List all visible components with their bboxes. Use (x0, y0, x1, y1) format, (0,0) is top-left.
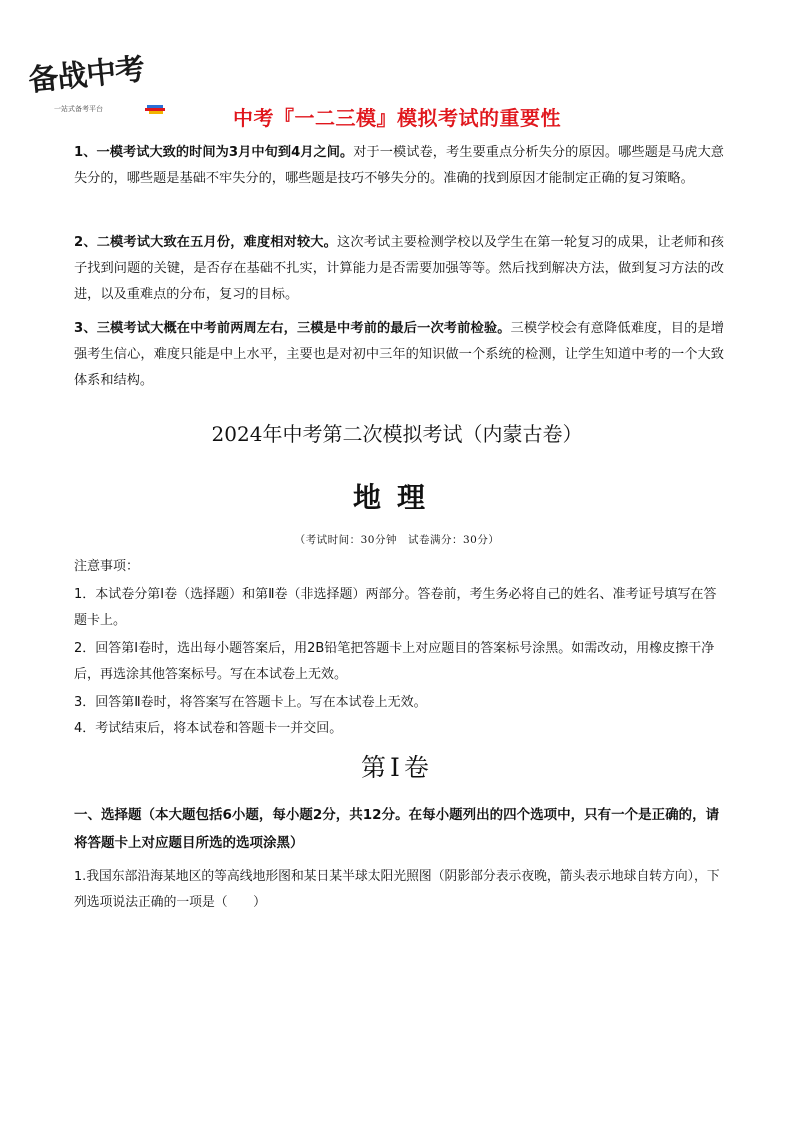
exam-subject: 地理 (352, 481, 441, 514)
exam-info: （考试时间：30分钟 试卷满分：30分） (294, 534, 500, 546)
note-item-4: 4．考试结束后，将本试卷和答题卡一并交回。 (74, 721, 343, 736)
page-title: 中考『一二三模』模拟考试的重要性 (233, 106, 561, 130)
intro-paragraph-3 (74, 316, 724, 394)
intro-1-text: 对于一模试卷，考生要重点分析失分的原因。哪些题是马虎大意失分的，哪些题是基础不牢失分的，哪些题是技巧不够失分的。准确的找到原因才能制定正确的复习策略。 (74, 145, 724, 186)
intro-2-bold: 2、二模考试大致在五月份，难度相对较大。 (74, 235, 337, 250)
note-item-1: 1．本试卷分第Ⅰ卷（选择题）和第Ⅱ卷（非选择题）两部分。答卷前，考生务必将自己的姓名、准考证号填写在答题卡上。 (74, 587, 717, 628)
intro-3-text: 三模学校会有意降低难度，目的是增强考生信心，难度只能是中上水平，主要也是对初中三年的知识做一个系统的检测，让学生知道中考的一个大致体系和结构。 (74, 321, 724, 388)
question-group-heading: 一、选择题（本大题包括6小题，每小题2分，共12分。在每小题列出的四个选项中，只有一个是正确的，请将答题卡上对应题目所选的选项涂黑） (74, 807, 720, 851)
section-title: 第Ⅰ卷 (361, 753, 433, 782)
intro-1-bold: 1、一模考试大致的时间为3月中旬到4月之间。 (74, 145, 354, 160)
intro-3-bold: 3、三模考试大概在中考前两周左右，三模是中考前的最后一次考前检验。 (74, 321, 511, 336)
intro-2-text: 这次考试主要检测学校以及学生在第一轮复习的成果，让老师和孩子找到问题的关键，是否存在基础不扎实，计算能力是否需要加强等等。然后找到解决方法，做到复习方法的改进，以及重难点的分布，复习的目标。 (74, 235, 724, 302)
exam-title: 2024年中考第二次模拟考试（内蒙古卷） (211, 422, 583, 446)
intro-paragraph-1 (74, 140, 724, 192)
note-item-2: 2．回答第Ⅰ卷时，选出每小题答案后，用2B铅笔把答题卡上对应题目的答案标号涂黑。如需改动，用橡皮擦干净后，再选涂其他答案标号。写在本试卷上无效。 (74, 641, 715, 682)
notes-heading: 注意事项： (74, 559, 140, 574)
note-item-3: 3．回答第Ⅱ卷时，将答案写在答题卡上。写在本试卷上无效。 (74, 695, 427, 710)
question-1-stem: 1.我国东部沿海某地区的等高线地形图和某日某半球太阳光照图（阴影部分表示夜晚，箭头表示地球自转方向），下列选项说法正确的一项是（ ） (74, 869, 720, 910)
logo-text: 备战中考 (26, 51, 146, 99)
logo-subtitle: 一站式备考平台 (54, 105, 103, 113)
intro-paragraph-2 (74, 230, 724, 308)
